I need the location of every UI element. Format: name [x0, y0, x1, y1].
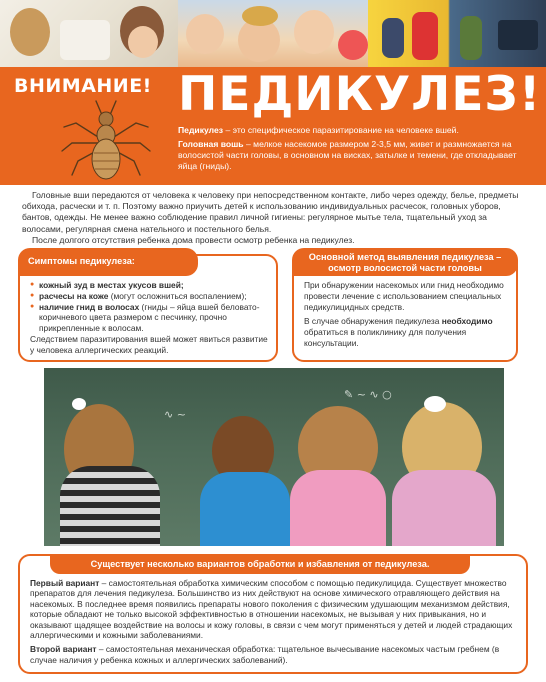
page-title: ПЕДИКУЛЕЗ! [178, 67, 542, 122]
louse-term: Головная вошь [178, 139, 244, 149]
detection-text-1: При обнаружении насекомых или гнид необходимо провести лечение с использованием специальных педикулицидных средств. [304, 280, 504, 312]
definition-text: – это специфическое паразитирование на человеке вшей. [223, 125, 459, 135]
treatment-title: Существует несколько вариантов обработки и избавления от педикулеза. [50, 554, 470, 574]
photo-classroom-blackboard [44, 368, 504, 546]
header-banner [0, 67, 546, 185]
chalk-marks: ∿ ~ [164, 408, 186, 421]
detection-title: Основной метод выявления педикулеза – осмотр волосистой части головы [292, 248, 518, 276]
warning-label: ВНИМАНИЕ! [14, 75, 152, 97]
symptom-3: наличие гнид в волосах [39, 301, 140, 312]
symptom-1: кожный зуд в местах укусов вшей; [39, 280, 184, 290]
symptoms-box [18, 254, 278, 362]
variant-2-text: – самостоятельная механическая обработка: тщательное вычесывание насекомых частым гребнем (в случае наличия у ребенка кожных и аллергических заболеваний). [30, 644, 500, 665]
list-item [30, 291, 272, 302]
photo-strip [0, 0, 546, 67]
treatment-box [18, 554, 528, 674]
variant-2 [30, 644, 520, 665]
variant-1 [30, 578, 520, 640]
symptom-2: расчесы на коже [39, 290, 109, 301]
photo-children-drawing [0, 0, 178, 67]
child-figure [50, 396, 170, 546]
child-figure [384, 396, 504, 546]
detection-body [304, 280, 514, 353]
symptom-2-detail: (могут осложниться воспалением); [108, 290, 247, 301]
treatment-body [30, 578, 520, 669]
intro-text [22, 190, 527, 246]
variant-2-label: Второй вариант [30, 644, 97, 655]
detection-box [292, 254, 518, 362]
detection-text-2-start: В случае обнаружения педикулеза [304, 316, 442, 327]
list-item [30, 302, 272, 334]
louse-illustration [56, 97, 156, 185]
detection-text-2-bold: необходимо [441, 316, 493, 327]
symptoms-title: Симптомы педикулеза: [18, 248, 198, 276]
variant-1-text: – самостоятельная обработка химическим способом с помощью педикулицида. Существует множество препаратов для лечения педикулеза. Большинство из них действуют на основе химического отравляющего действия на насекомых. В последнее время появились препараты нового поколения с физическим удушающим механизмом действия, которые обладают не только высокой эффективностью в отношении насекомых, не вызывая у них привыкания, но и оказывают щадящее воздействие на волосы и кожу головы, в связи с чем могут применяться у детей и людей страдающих аллергическими и кожными заболеваниями. [30, 578, 513, 641]
detection-text-2-end: обратиться в поликлинику для получения консультации. [304, 327, 467, 348]
symptom-3-detail: (гниды – яйца вшей беловато-коричневого цвета размером с песчинку, прочно прикрепленные к волосам. [39, 301, 260, 334]
chalk-marks: ✎ ~ ∿ ○ [344, 388, 392, 401]
symptoms-body [30, 280, 272, 356]
list-item [30, 280, 272, 291]
louse-text: – мелкое насекомое размером 2-3,5 мм, живет и размножается на волосистой части головы, в основном на висках, затылке и темени, где откладывает яйца (гниды). [178, 139, 517, 171]
definition-block [178, 125, 523, 175]
symptoms-consequence: Следствием паразитирования вшей может явиться развитие у человека аллергических реакций. [30, 333, 268, 355]
intro-paragraph-2: После долгого отсутствия ребенка дома провести осмотр ребенка на педикулез. [32, 234, 355, 245]
child-figure [194, 416, 294, 546]
intro-paragraph-1: Головные вши передаются от человека к человеку при непосредственном контакте, либо через одежду, белье, предметы обихода, расчески и т. п. Поэтому важно приучить детей к использованию индивидуальных расчесок, головных уборов, бантов, одежды. Не менее важно соблюдение правил личной гигиены: регулярное мытье тела, тщательный уход за волосами, регулярная смена нательного и постельного белья. [22, 190, 519, 234]
photo-school-bus [368, 0, 546, 67]
variant-1-label: Первый вариант [30, 578, 100, 588]
child-figure [284, 406, 394, 546]
definition-term: Педикулез [178, 125, 224, 135]
photo-children-playing [178, 0, 368, 67]
symptoms-list [30, 280, 272, 334]
detection-text-2 [304, 316, 514, 348]
